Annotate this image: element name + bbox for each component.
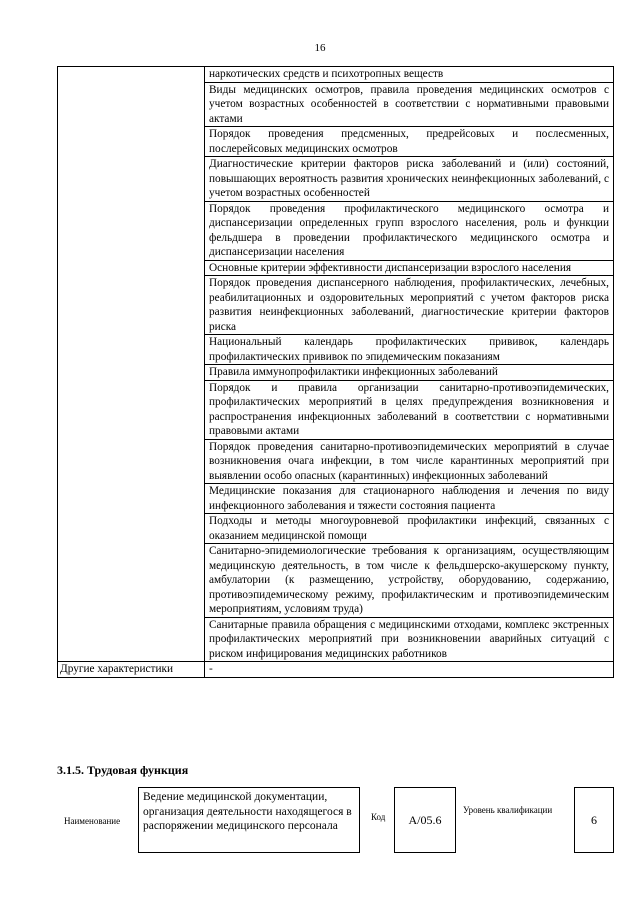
- table-row: [58, 67, 614, 83]
- table-cell: Порядок проведения санитарно-противоэпидемических мероприятий в случае возникновения очага инфекции, в том числе карантинных мероприятий при выявлении особо опасных (карантинных) инфекционных заболеваний: [205, 439, 614, 484]
- level-value: 6: [591, 812, 597, 827]
- name-value-box: Ведение медицинской документации, организация деятельности находящегося в распоряжении медицинского персонала: [138, 787, 360, 853]
- level-label: Уровень квалификации: [463, 805, 553, 815]
- table-cell: Порядок и правила организации санитарно-противоэпидемических, профилактических мероприятий в целях предупреждения возникновения и распространения инфекционных заболеваний в соответствии с нормативными правовыми актами: [205, 380, 614, 439]
- table-cell: Правила иммунопрофилактики инфекционных заболеваний: [205, 365, 614, 381]
- table-cell: Основные критерии эффективности диспансеризации взрослого населения: [205, 260, 614, 276]
- table-cell: Виды медицинских осмотров, правила проведения медицинских осмотров с учетом возрастных особенностей в соответствии с нормативными правовыми актами: [205, 82, 614, 127]
- table-row: [58, 662, 614, 678]
- code-value-box: [394, 787, 456, 853]
- table-cell: Медицинские показания для стационарного наблюдения и лечения по виду инфекционного заболевания и тяжести состояния пациента: [205, 484, 614, 514]
- name-label: Наименование: [64, 816, 121, 826]
- level-value-box: [574, 787, 614, 853]
- page-number: 16: [314, 42, 326, 54]
- code-value: А/05.6: [408, 812, 442, 827]
- table-cell: Санитарно-эпидемиологические требования к организациям, осуществляющим медицинскую деятельность, в том числе к фельдшерско-акушерскому пункту, амбулатории (к размещению, устройству, оборудованию, содержанию, противоэпидемическому режиму, профилактическим и противоэпидемическим мероприятиям, условиям труда): [205, 544, 614, 618]
- table-cell: Национальный календарь профилактических прививок, календарь профилактических прививок по эпидемическим показаниям: [205, 335, 614, 365]
- code-label: Код: [371, 812, 386, 822]
- table-cell: -: [205, 662, 614, 678]
- table-cell: Порядок проведения диспансерного наблюдения, профилактических, лечебных, реабилитационных и оздоровительных мероприятий с учетом факторов риска развития неинфекционных заболеваний, диагностические критерии факторов риска: [205, 276, 614, 335]
- table-cell: Порядок проведения предсменных, предрейсовых и послесменных, послерейсовых медицинских осмотров: [205, 127, 614, 157]
- table-cell: Санитарные правила обращения с медицинскими отходами, комплекс экстренных профилактических мероприятий при возникновении аварийных ситуаций с риском инфицирования медицинских работников: [205, 617, 614, 662]
- knowledge-label-cell: [58, 67, 205, 662]
- other-characteristics-label: Другие характеристики: [58, 662, 205, 678]
- table-cell: Диагностические критерии факторов риска заболеваний и (или) состояний, повышающих вероятность развития хронических неинфекционных заболеваний, с учетом возрастных особенностей: [205, 157, 614, 202]
- section-heading: 3.1.5. Трудовая функция: [57, 763, 189, 777]
- knowledge-table: [57, 66, 614, 678]
- table-cell: наркотических средств и психотропных веществ: [205, 67, 614, 83]
- table-cell: Подходы и методы многоуровневой профилактики инфекций, связанных с оказанием медицинской помощи: [205, 514, 614, 544]
- table-cell: Порядок проведения профилактического медицинского осмотра и диспансеризации определенных групп взрослого населения, роль и функции фельдшера в проведении профилактического медицинского осмотра и диспансеризации населения: [205, 201, 614, 260]
